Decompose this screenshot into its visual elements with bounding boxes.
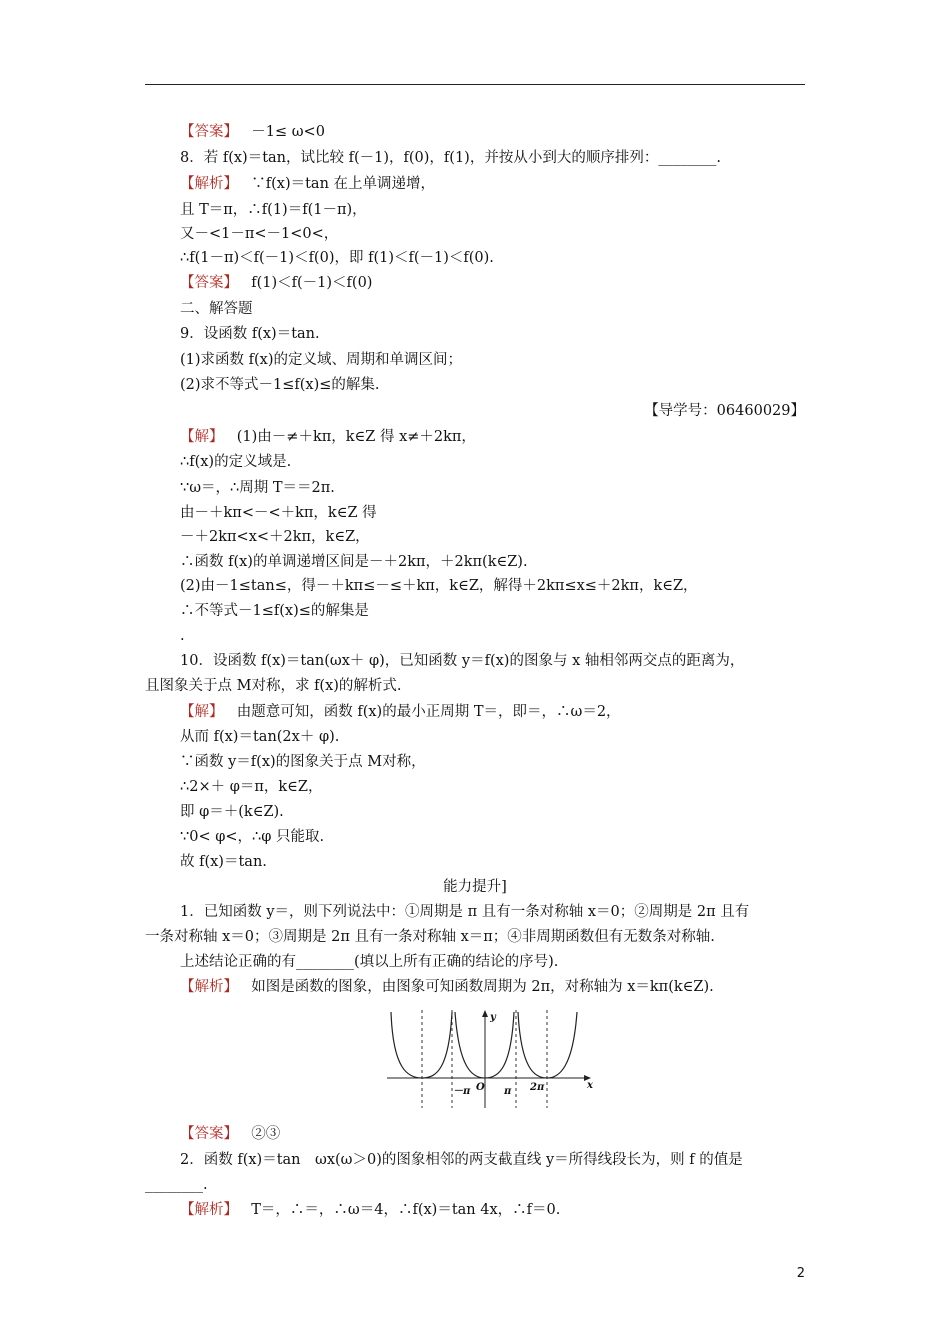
ability-analysis-1: 【解析】 如图是函数的图象，由图象可知函数周期为 2π，对称轴为 x＝kπ(k∈Z).	[180, 979, 714, 995]
tick-label-minus-pi: －π	[453, 1086, 471, 1097]
solution-9-line-4: 由－＋kπ<－<＋kπ，k∈Z 得	[180, 505, 377, 521]
solution-9-line-5: －＋2kπ<x<＋2kπ，k∈Z，	[180, 529, 370, 545]
question-10-line-2: 且图象关于点 M对称，求 f(x)的解析式.	[145, 678, 402, 694]
solution-9-line-7: (2)由－1≤tan≤，得－＋kπ≤－≤＋kπ，k∈Z，解得＋2kπ≤x≤＋2kπ，k∈Z，	[180, 578, 698, 594]
ability-question-1-line-1: 1．已知函数 y＝，则下列说法中：①周期是 π 且有一条对称轴 x＝0；②周期是 2π 且有	[180, 904, 750, 920]
y-axis-label: y	[490, 1012, 496, 1023]
solution-10-line-2: 从而 f(x)＝tan(2x＋ φ).	[180, 729, 340, 745]
analysis-8-line-2: 且 T＝π，∴f(1)＝f(1－π)，	[180, 202, 367, 218]
ability-question-1-line-3: 上述结论正确的有________(填以上所有正确的结论的序号).	[180, 954, 559, 970]
analysis-8-line-3: 又－<1－π<－1<0<，	[180, 226, 339, 242]
solution-9-line-2: ∴f(x)的定义域是.	[180, 454, 292, 470]
function-graph	[387, 1008, 597, 1110]
ability-question-2-line-1: 2．函数 f(x)＝tan ωx(ω＞0)的图象相邻的两支截直线 y＝所得线段长为，则 f 的值是	[180, 1152, 743, 1168]
solution-9-line-6: ∴函数 f(x)的单调递增区间是－＋2kπ，＋2kπ(k∈Z).	[180, 554, 528, 570]
ability-analysis-2: 【解析】 T＝，∴＝，∴ω＝4，∴f(x)＝tan 4x，∴f＝0.	[180, 1202, 561, 1218]
solution-9-line-3: ∵ω＝，∴周期 T＝＝2π.	[180, 480, 335, 496]
ability-question-1-line-2: 一条对称轴 x＝0；③周期是 2π 且有一条对称轴 x＝π；④非周期函数但有无数条对称轴.	[145, 929, 715, 945]
curve-branch-1	[391, 1012, 452, 1078]
y-axis-arrow	[482, 1010, 488, 1017]
solution-10-line-5: 即 φ＝＋(k∈Z).	[180, 804, 284, 820]
header-rule	[145, 84, 805, 85]
tick-label-pi: π	[504, 1086, 512, 1097]
analysis-8-line-1: 【解析】 ∵f(x)＝tan 在上单调递增，	[180, 176, 436, 192]
question-9-part-2: (2)求不等式－1≤f(x)≤的解集.	[180, 377, 380, 393]
answer-7: 【答案】 －1≤ ω<0	[180, 124, 325, 140]
answer-8: 【答案】 f(1)＜f(－1)＜f(0)	[180, 275, 373, 291]
solution-9-line-8: ∴不等式－1≤f(x)≤的解集是	[180, 603, 369, 619]
ability-question-2-line-2: ________.	[145, 1177, 208, 1193]
solution-9-line-1: 【解】 (1)由－≠＋kπ，k∈Z 得 x≠＋2kπ，	[180, 429, 476, 445]
question-8: 8．若 f(x)＝tan，试比较 f(－1)，f(0)，f(1)，并按从小到大的顺序排列：________.	[180, 150, 721, 166]
tick-label-2pi: 2π	[530, 1082, 545, 1093]
curve-branch-3	[518, 1012, 577, 1078]
question-9: 9．设函数 f(x)＝tan.	[180, 326, 320, 342]
analysis-8-line-4: ∴f(1－π)＜f(－1)＜f(0)，即 f(1)＜f(－1)＜f(0).	[180, 250, 494, 266]
question-9-part-1: (1)求函数 f(x)的定义域、周期和单调区间；	[180, 352, 463, 368]
section-ability: 能力提升]	[443, 879, 507, 895]
question-10-line-1: 10．设函数 f(x)＝tan(ωx＋ φ)，已知函数 y＝f(x)的图象与 x 轴相邻两交点的距离为，	[180, 653, 745, 669]
solution-10-line-4: ∴2×＋ φ＝π，k∈Z，	[180, 779, 323, 795]
solution-10-line-7: 故 f(x)＝tan.	[180, 854, 267, 870]
ability-answer-1: 【答案】 ②③	[180, 1126, 281, 1142]
origin-label: O	[476, 1082, 485, 1093]
solution-10-line-1: 【解】 由题意可知，函数 f(x)的最小正周期 T＝，即＝，∴ω＝2，	[180, 704, 621, 720]
guide-number: 【导学号：06460029】	[644, 403, 805, 419]
x-axis-label: x	[587, 1080, 593, 1091]
section-heading: 二、解答题	[180, 301, 253, 317]
page-number: 2	[796, 1266, 805, 1281]
solution-10-line-6: ∵0< φ<，∴φ 只能取.	[180, 829, 325, 845]
solution-9-line-9: .	[180, 628, 185, 644]
solution-10-line-3: ∵函数 y＝f(x)的图象关于点 M对称，	[180, 754, 426, 770]
